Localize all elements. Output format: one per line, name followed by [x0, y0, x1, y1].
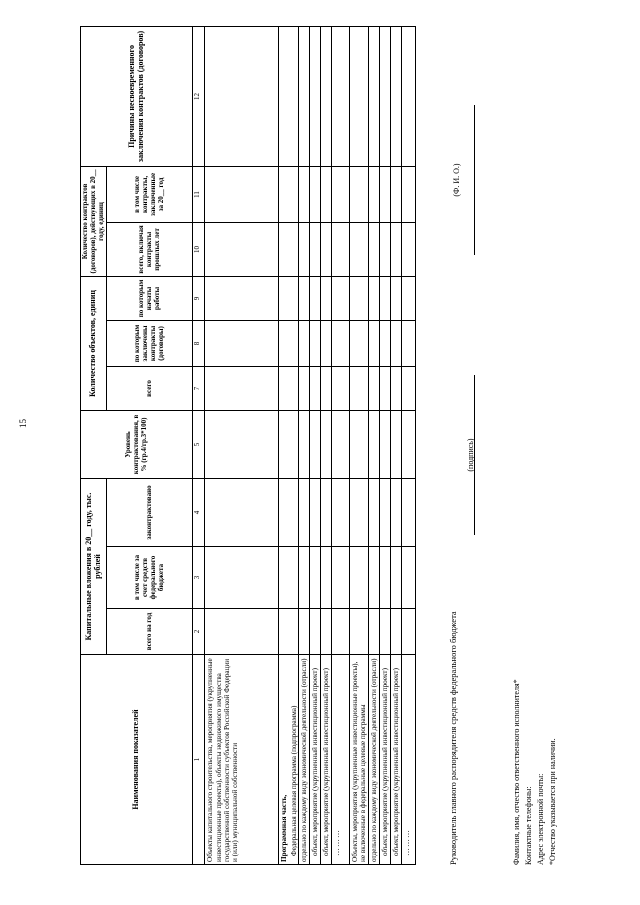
- row-label: Федеральная целевая программа (подпрограмма): [289, 705, 298, 856]
- column-number: 7: [193, 366, 205, 410]
- col-header-contracts-year: в том числе контракты, заключенные за 20__ год: [107, 166, 193, 222]
- col-header-objects-contracted: по которым заключены контракты (договоры): [107, 320, 193, 366]
- col-header-objects: Количество объектов, единиц: [81, 276, 107, 410]
- table-row: [279, 26, 298, 864]
- col-header-capex: Капитальные вложения в 20__ году, тыс. рублей: [81, 478, 107, 654]
- table-row: [368, 26, 379, 864]
- rotated-page: [80, 25, 620, 865]
- col-header-capex-federal: в том числе за счет средств федерального бюджета: [107, 547, 193, 609]
- column-number: 10: [193, 222, 205, 276]
- column-number: 3: [193, 547, 205, 609]
- column-number: 5: [193, 410, 205, 478]
- row-label: ………: [331, 655, 349, 865]
- table-row: [349, 26, 368, 864]
- row-label: Программная часть,: [280, 794, 289, 862]
- name-underline: [474, 105, 475, 255]
- footnote: *Отчество указывается при наличии.: [548, 738, 557, 865]
- phones-label: Контактные телефоны:: [524, 786, 533, 865]
- column-number: 9: [193, 276, 205, 320]
- col-header-contracts: Количество контрактов (договоров), действующих в 20__ году, единиц: [81, 166, 107, 276]
- name-caption: (Ф. И. О.): [452, 163, 461, 197]
- col-header-name: Наименования показателей: [81, 655, 193, 865]
- page-number: 15: [18, 419, 28, 428]
- row-label: отдельно по каждому виду экономической деятельности (отрасли): [368, 655, 379, 865]
- row-label: объект, мероприятие (укрупненный инвестиционный проект): [379, 655, 390, 865]
- email-label: Адрес электронной почты:: [536, 773, 545, 865]
- table-row: [298, 26, 309, 864]
- table-row: [379, 26, 390, 864]
- col-header-capex-total: всего на год: [107, 609, 193, 655]
- table-row: [309, 26, 320, 864]
- table-row: [391, 26, 402, 864]
- column-number: 2: [193, 609, 205, 655]
- row-label: отдельно по каждому виду экономической деятельности (отрасли): [298, 655, 309, 865]
- col-header-contracts-total: всего, включая контракты прошлых лет: [107, 222, 193, 276]
- column-number: 11: [193, 166, 205, 222]
- row-label: Объекты капитального строительства, мероприятия (укрупненные инвестиционные проекты), объекты недвижимого имущества государственной собственности субъектов Российской Федерации и (или) муниципальной собственности: [205, 655, 279, 865]
- col-header-reasons: Причины несвоевременного заключения контрактов (договоров): [81, 26, 193, 166]
- table-row: [402, 26, 416, 864]
- row-label: объект, мероприятие (укрупненный инвестиционный проект): [320, 655, 331, 865]
- column-number: 4: [193, 478, 205, 546]
- report-table: [80, 26, 416, 865]
- table-row: [320, 26, 331, 864]
- signature-caption: (подпись): [466, 438, 475, 472]
- row-label: объект, мероприятие (укрупненный инвестиционный проект): [309, 655, 320, 865]
- column-numbers-row: [193, 26, 205, 864]
- column-number: 8: [193, 320, 205, 366]
- signature-line-label: Руководитель главного распорядителя средств федерального бюджета: [448, 611, 458, 865]
- row-label: объект, мероприятие (укрупненный инвестиционный проект): [391, 655, 402, 865]
- col-header-objects-started: по которым начаты работы: [107, 276, 193, 320]
- column-number: 1: [193, 655, 205, 865]
- row-label: ………: [402, 655, 416, 865]
- col-header-contracted: законтрактовано: [107, 478, 193, 546]
- row-label: Объекты, мероприятия (укрупненные инвестиционные проекты), не включенные в федеральные целевые программы: [349, 655, 368, 865]
- column-number: 12: [193, 26, 205, 166]
- executor-label: Фамилия, имя, отчество ответственного исполнителя*: [512, 679, 521, 865]
- col-header-level: Уровень контрактования, в % (гр.4/гр.3*100): [81, 410, 193, 478]
- table-row: [205, 26, 279, 864]
- table-row: [331, 26, 349, 864]
- col-header-objects-total: всего: [107, 366, 193, 410]
